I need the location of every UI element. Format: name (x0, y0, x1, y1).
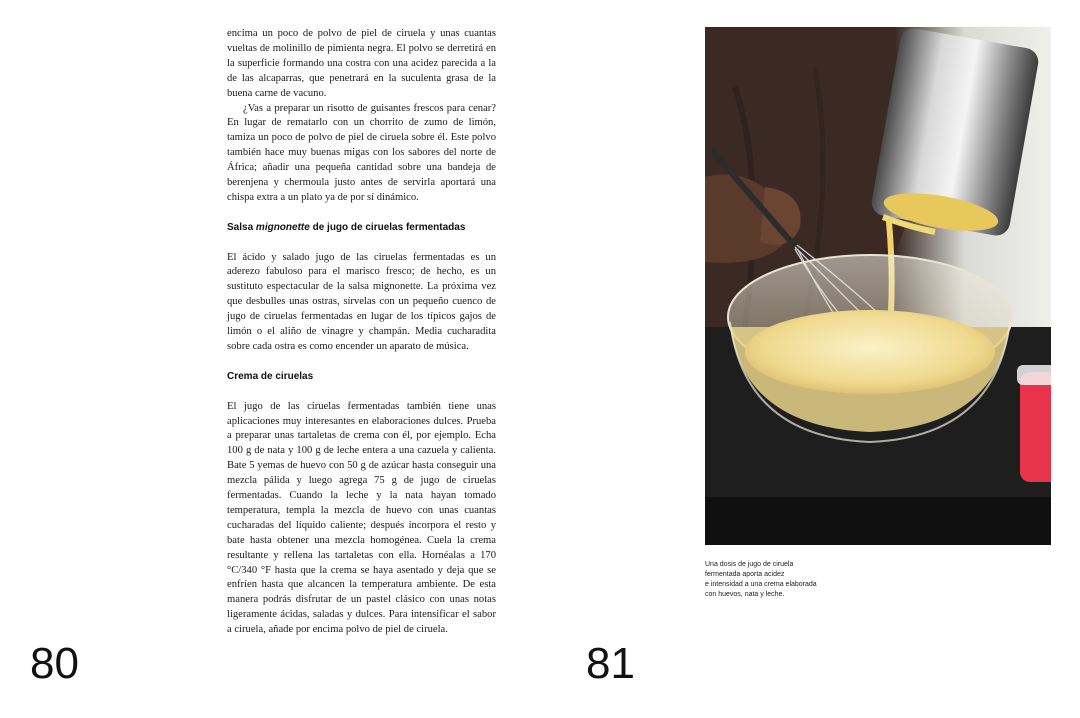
caption-line: e intensidad a una crema elaborada (705, 581, 817, 588)
section-heading-crema: Crema de ciruelas (227, 370, 314, 382)
custard-photo-illustration (705, 27, 1051, 545)
caption-line: con huevos, nata y leche. (705, 591, 785, 598)
crema-paragraph: El jugo de las ciruelas fermentadas también tiene unas aplicaciones muy interesantes en elaboraciones dulces. Prueba a preparar unas tartaletas de crema con él, por ejemplo. Echa 100 g de nata y 100 g de leche entera a una cazuela y calienta. Bate 5 yemas de huevo con 50 g de azúcar hasta conseguir una mezcla pálida y luego agrega 75 g de jugo de ciruelas fermentadas. Cuando la leche y la nata hayan tomado temperatura, templa la mezcla de huevo con unas cuantas cucharadas del líquido caliente; después incorpora el resto y bate hasta obtener una mezcla homogénea. Cuela la crema resultante y rellena las tartaletas con ella. Hornéalas a 170 °C/340 °F hasta que la crema se haya asentado y deja que se enfríen hasta que alcancen la temperatura ambiente. De esta manera podrás disfrutar de un pastel clásico con unas notas ligeramente ácidas, saladas y dulces. Para intensificar el sabor a ciruela, añade por encima polvo de piel de ciruela. (227, 400, 496, 636)
mignonette-paragraph: El ácido y salado jugo de las ciruelas fermentadas es un aderezo fabuloso para el marisco fresco; de hecho, es un sustituto espectacular de la salsa mignonette. La próxima vez que desbulles unas ostras, sírvelas con un pequeño cuenco de jugo de ciruelas fermentadas en lugar de los típicos gajos de limón o el aliño de vinagre y champán. Media cucharadita sobre cada ostra es como encender un aparato de música. (227, 251, 496, 352)
caption-line: fermentada aporta acidez (705, 571, 785, 578)
intro-paragraph-2: ¿Vas a preparar un risotto de guisantes frescos para cenar? En lugar de rematarlo con un chorrito de zumo de limón, tamiza un poco de polvo de piel de ciruela sobre él. Este polvo también hace muy buenas migas con los sabores del norte de África; añadir una pequeña cantidad sobre una bandeja de berenjena y chermoula justo antes de servirla aportará una chispa extra a un plato ya de por sí dinámico. (227, 102, 496, 203)
custard-photo (705, 27, 1051, 545)
photo-caption (705, 560, 845, 600)
left-page-text (227, 27, 496, 638)
page-number-left: 80 (30, 639, 79, 688)
intro-paragraph-1: encima un poco de polvo de piel de ciruela y unas cuantas vueltas de molinillo de pimienta negra. El polvo se derretirá en la superficie formando una costra con una acidez parecida a la de las alcaparras, que penetrará en la suculenta grasa de la buena carne de vacuno. (227, 28, 496, 99)
page-number-right: 81 (586, 639, 635, 688)
caption-line: Una dosis de jugo de ciruela (705, 561, 794, 568)
section-heading-mignonette: Salsa mignonette de jugo de ciruelas fermentadas (227, 221, 466, 233)
